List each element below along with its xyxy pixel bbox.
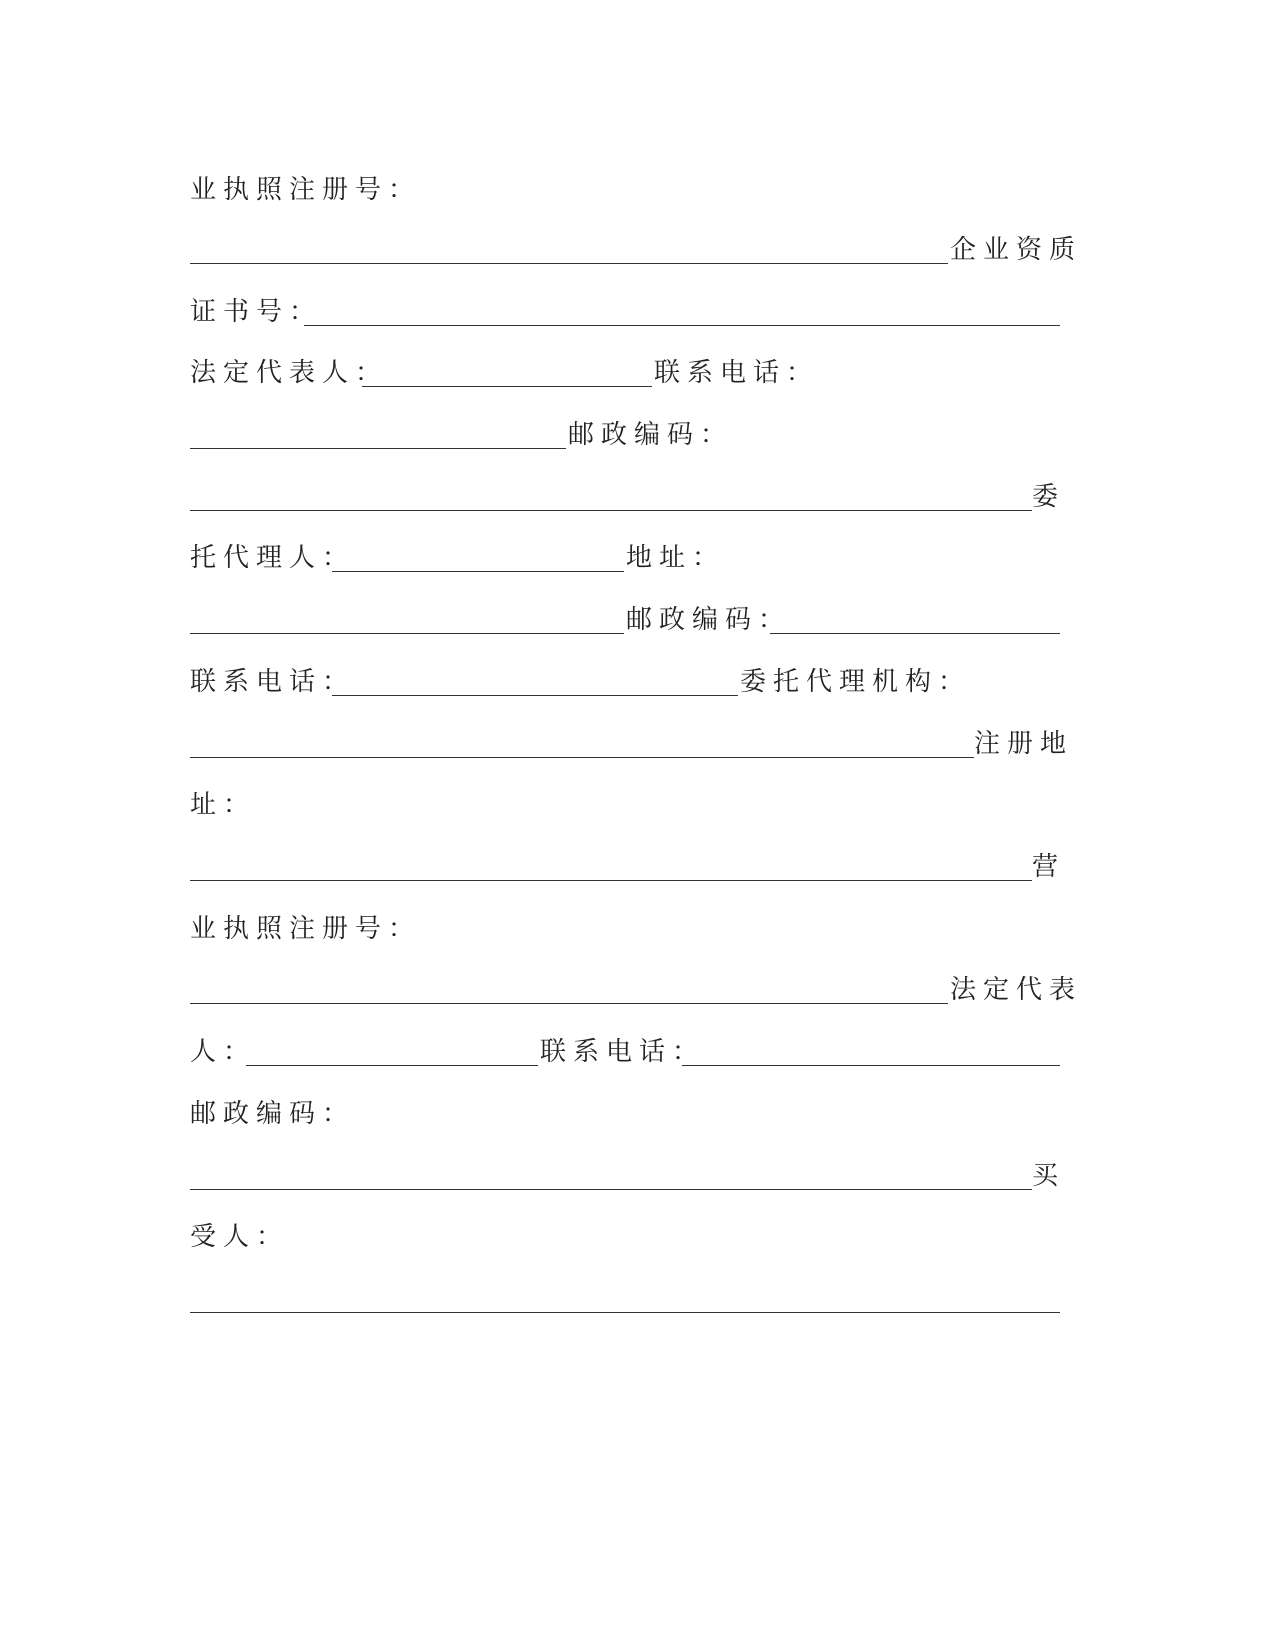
fill-blank[interactable]: [246, 1065, 538, 1066]
form-line: [190, 1156, 1066, 1196]
form-line: [190, 1279, 1060, 1319]
form-line: [190, 785, 1060, 825]
fill-blank[interactable]: [682, 1065, 1060, 1066]
field-label: 邮政编码：: [568, 420, 734, 450]
fill-blank[interactable]: [190, 880, 1032, 881]
field-label: 受人：: [190, 1222, 290, 1252]
fill-blank[interactable]: [304, 325, 1060, 326]
form-line: [190, 600, 1060, 640]
form-line: [190, 477, 1066, 517]
fill-blank[interactable]: [190, 510, 1032, 511]
field-label: 注册地: [974, 729, 1074, 759]
field-label: 法定代表: [950, 975, 1083, 1005]
field-label: 业执照注册号：: [190, 914, 422, 944]
field-label: 人：: [190, 1037, 257, 1067]
form-line: [190, 230, 1083, 270]
field-label: 联系电话：: [190, 667, 356, 697]
fill-blank[interactable]: [332, 571, 624, 572]
field-label: 业执照注册号：: [190, 175, 422, 205]
form-line: [190, 909, 1060, 949]
form-line: [190, 847, 1066, 887]
field-label: 联系电话：: [540, 1037, 706, 1067]
field-label: 邮政编码：: [626, 605, 792, 635]
fill-blank[interactable]: [190, 1003, 948, 1004]
fill-blank[interactable]: [190, 1189, 1032, 1190]
fill-blank[interactable]: [332, 695, 738, 696]
form-line: [190, 1217, 1060, 1257]
fill-blank[interactable]: [190, 263, 948, 264]
field-label: 址：: [190, 790, 257, 820]
form-line: [190, 538, 1060, 578]
form-line: [190, 1094, 1060, 1134]
fill-blank[interactable]: [190, 1312, 1060, 1313]
field-label: 证书号：: [190, 297, 323, 327]
form-line: [190, 662, 1060, 702]
field-label: 托代理人：: [190, 543, 356, 573]
form-line: [190, 353, 1060, 393]
field-label: 委托代理机构：: [740, 667, 972, 697]
field-label: 联系电话：: [654, 358, 820, 388]
form-line: [190, 724, 1074, 764]
field-label: 地址：: [626, 543, 726, 573]
fill-blank[interactable]: [190, 448, 566, 449]
form-line: [190, 170, 1060, 210]
form-line: [190, 1032, 1060, 1072]
field-label: 邮政编码：: [190, 1099, 356, 1129]
fill-blank[interactable]: [190, 633, 624, 634]
form-line: [190, 292, 1060, 332]
fill-blank[interactable]: [770, 633, 1060, 634]
field-label: 营: [1032, 852, 1066, 882]
field-label: 企业资质: [950, 235, 1083, 265]
field-label: 委: [1032, 482, 1066, 512]
field-label: 买: [1032, 1161, 1066, 1191]
form-line: [190, 970, 1083, 1010]
form-line: [190, 415, 1060, 455]
fill-blank[interactable]: [190, 757, 974, 758]
fill-blank[interactable]: [362, 386, 652, 387]
field-label: 法定代表人：: [190, 358, 389, 388]
